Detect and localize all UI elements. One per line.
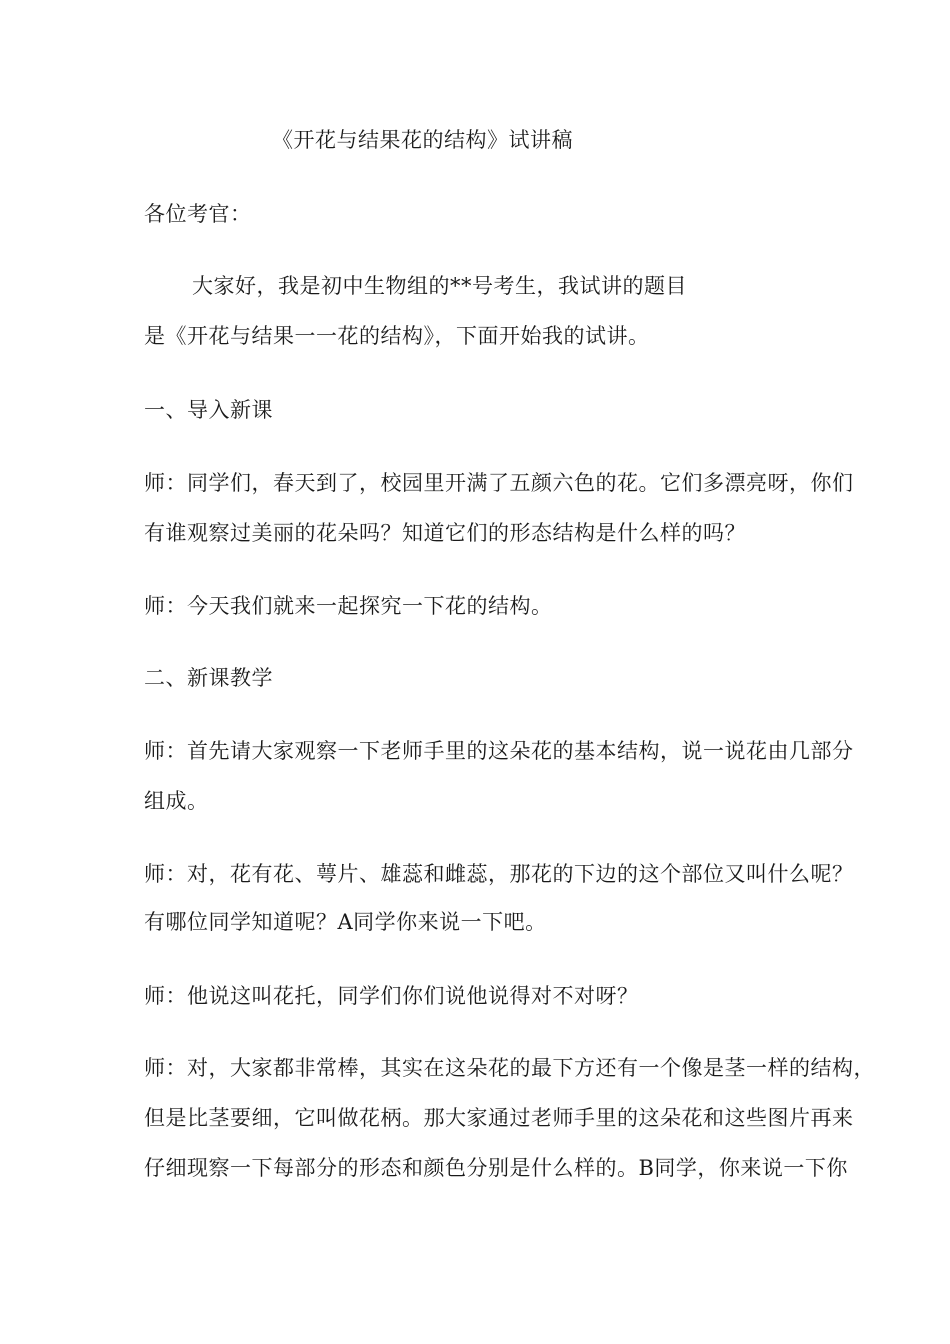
- paragraph-line: 组成。: [144, 789, 209, 813]
- section-heading-1: 一、导入新课: [144, 398, 273, 422]
- intro-line-2: 是《开花与结果一一花的结构》，下面开始我的试讲。: [144, 324, 650, 348]
- paragraph-line: 师：同学们，春天到了，校园里开满了五颜六色的花。它们多漂亮呀，你们: [144, 471, 854, 495]
- greeting: 各位考官：: [144, 202, 252, 226]
- section-heading-2: 二、新课教学: [144, 666, 273, 690]
- paragraph-line: 但是比茎要细，它叫做花柄。那大家通过老师手里的这朵花和这些图片再来: [144, 1106, 854, 1130]
- document-title: 《开花与结果花的结构》试讲稿: [272, 128, 573, 152]
- paragraph-line: 师：对，花有花、萼片、雄蕊和雌蕊，那花的下边的这个部位又叫什么呢？: [144, 862, 854, 886]
- paragraph-line: 有谁观察过美丽的花朵吗？知道它们的形态结构是什么样的吗？: [144, 521, 746, 545]
- paragraph-line: 师：对，大家都非常棒，其实在这朵花的最下方还有一个像是茎一样的结构，: [144, 1056, 875, 1080]
- paragraph-line: 师：他说这叫花托，同学们你们说他说得对不对呀？: [144, 984, 639, 1008]
- intro-line-1: 大家好，我是初中生物组的**号考生，我试讲的题目: [192, 274, 687, 298]
- paragraph-line: 有哪位同学知道呢？A同学你来说一下吧。: [144, 910, 547, 934]
- paragraph-line: 仔细现察一下每部分的形态和颜色分别是什么样的。B同学，你来说一下你: [144, 1156, 848, 1180]
- paragraph-line: 师：首先请大家观察一下老师手里的这朵花的基本结构，说一说花由几部分: [144, 739, 854, 763]
- paragraph-line: 师：今天我们就来一起探究一下花的结构。: [144, 594, 553, 618]
